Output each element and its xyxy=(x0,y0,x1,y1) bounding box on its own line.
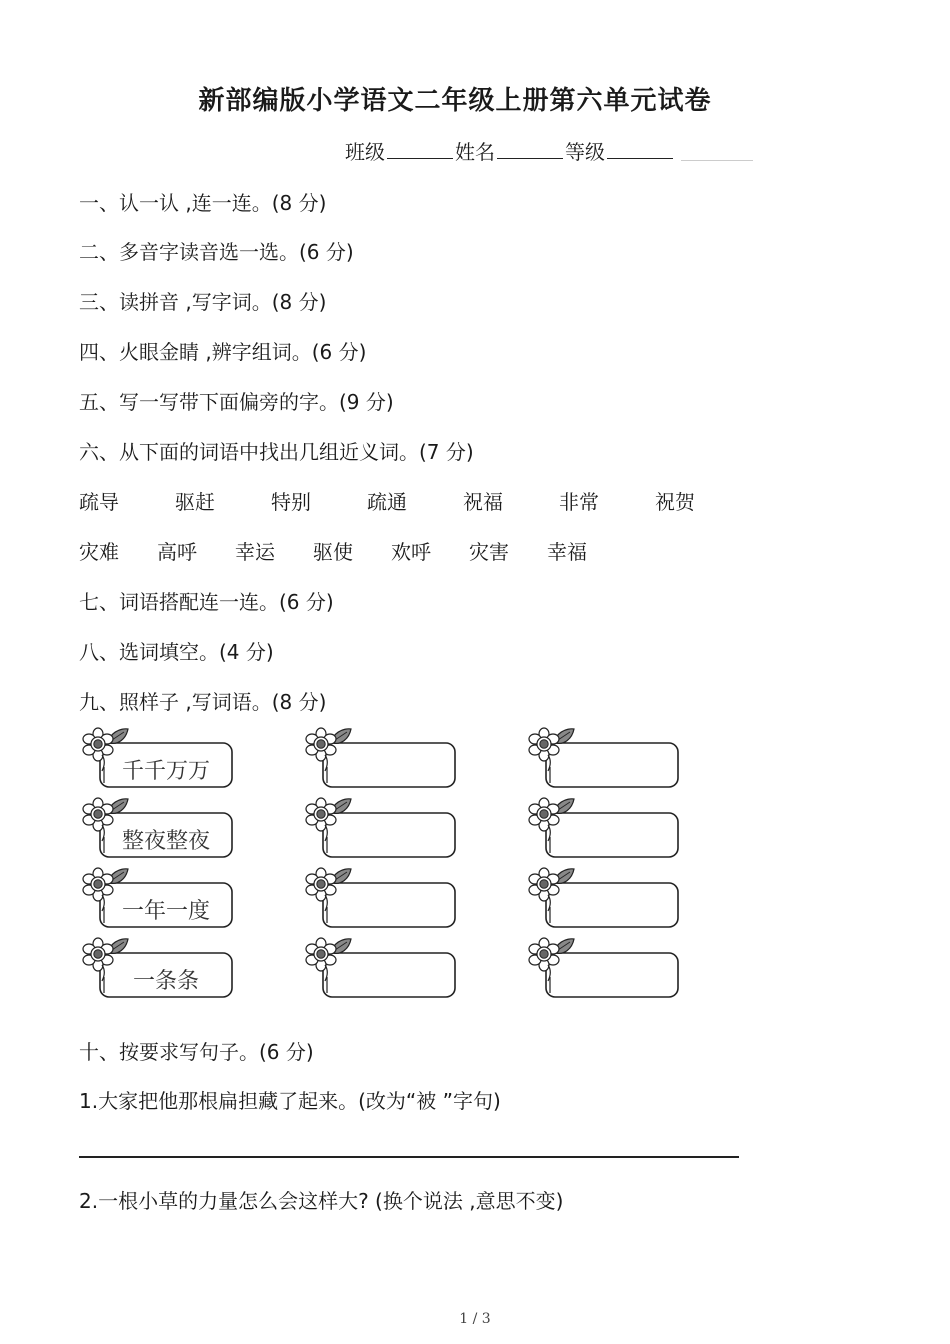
answer-word-box[interactable] xyxy=(526,867,686,933)
synonym-word: 祝贺 xyxy=(655,490,695,514)
question-5: 五、写一写带下面偏旁的字。(9 分) xyxy=(79,390,394,414)
example-word: 一条条 xyxy=(132,968,199,994)
answer-word-box[interactable] xyxy=(303,867,463,933)
sentence-task-1: 1.大家把他那根扁担藏了起来。(改为“被 ”字句) xyxy=(79,1089,501,1113)
example-word: 整夜整夜 xyxy=(121,828,210,854)
example-word-box xyxy=(80,937,240,1003)
example-word: 千千万万 xyxy=(121,758,210,784)
student-info-line xyxy=(345,136,675,165)
synonym-word: 祝福 xyxy=(463,490,503,514)
answer-word-box[interactable] xyxy=(526,797,686,863)
answer-word-box[interactable] xyxy=(526,937,686,1003)
faint-divider xyxy=(681,160,753,161)
page-title: 新部编版小学语文二年级上册第六单元试卷 xyxy=(198,86,712,116)
example-word-box xyxy=(80,867,240,933)
question-7: 七、词语搭配连一连。(6 分) xyxy=(79,590,334,614)
question-4: 四、火眼金睛 ,辨字组词。(6 分) xyxy=(79,340,367,364)
name-label: 姓名 xyxy=(455,140,495,164)
question-2: 二、多音字读音选一选。(6 分) xyxy=(79,240,354,264)
synonym-word: 非常 xyxy=(559,490,599,514)
synonym-word: 驱赶 xyxy=(175,490,215,514)
answer-line[interactable] xyxy=(79,1156,739,1158)
example-word-box xyxy=(80,797,240,863)
question-6: 六、从下面的词语中找出几组近义词。(7 分) xyxy=(79,440,474,464)
answer-word-box[interactable] xyxy=(303,797,463,863)
synonym-word: 疏导 xyxy=(79,490,119,514)
class-label: 班级 xyxy=(345,140,385,164)
synonym-word: 幸运 xyxy=(235,540,275,564)
question-9: 九、照样子 ,写词语。(8 分) xyxy=(79,690,327,714)
answer-word-box[interactable] xyxy=(303,937,463,1003)
question-8: 八、选词填空。(4 分) xyxy=(79,640,274,664)
grade-blank[interactable] xyxy=(607,157,673,159)
answer-word-box[interactable] xyxy=(303,727,463,793)
page-number: 1 / 3 xyxy=(459,1311,491,1327)
synonym-word: 欢呼 xyxy=(391,540,431,564)
answer-word-box[interactable] xyxy=(526,727,686,793)
sentence-task-2: 2.一根小草的力量怎么会这样大? (换个说法 ,意思不变) xyxy=(79,1189,564,1213)
class-blank[interactable] xyxy=(387,157,453,159)
example-word-box xyxy=(80,727,240,793)
synonym-word: 疏通 xyxy=(367,490,407,514)
grade-label: 等级 xyxy=(565,140,605,164)
question-3: 三、读拼音 ,写字词。(8 分) xyxy=(79,290,327,314)
name-blank[interactable] xyxy=(497,157,563,159)
example-word: 一年一度 xyxy=(121,898,210,924)
synonym-word: 灾害 xyxy=(469,540,509,564)
synonym-word: 特别 xyxy=(271,490,311,514)
question-1: 一、认一认 ,连一连。(8 分) xyxy=(79,191,327,215)
synonym-word: 灾难 xyxy=(79,540,119,564)
synonym-word: 驱使 xyxy=(313,540,353,564)
synonym-word: 幸福 xyxy=(547,540,587,564)
synonym-word: 高呼 xyxy=(157,540,197,564)
question-10: 十、按要求写句子。(6 分) xyxy=(79,1040,314,1064)
